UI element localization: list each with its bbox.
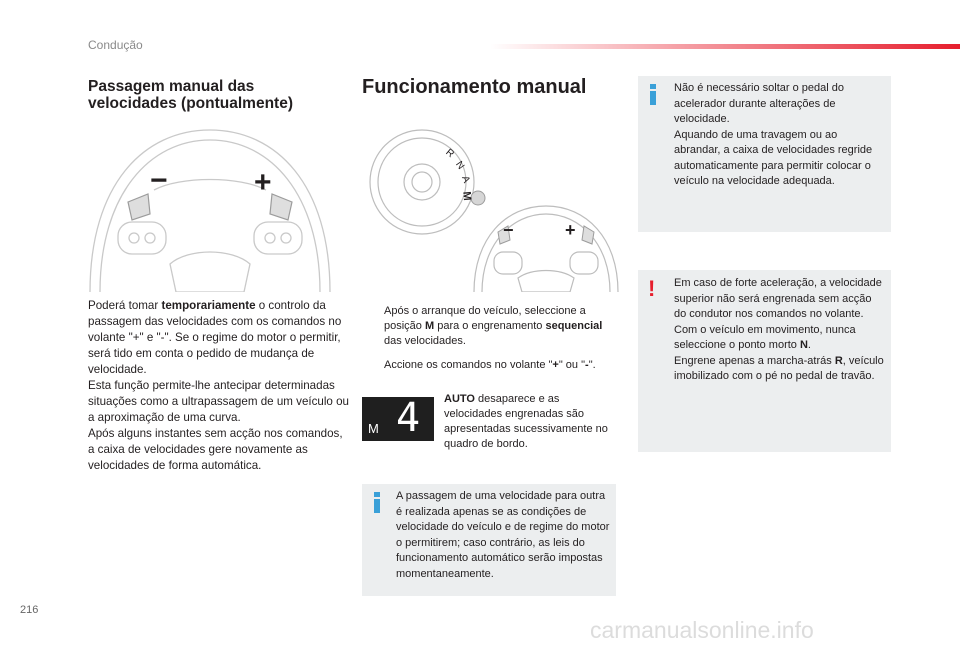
middle-heading: Funcionamento manual [362, 76, 587, 98]
auto-description-text: desaparece e as velocidades engrenadas são apresentadas sucessivamente no quadro de bordo. [444, 393, 608, 450]
selector-label-m: M [460, 190, 473, 202]
warning-line-3-text: Engrene apenas a marcha-atrás [674, 354, 835, 367]
gear-selector-and-wheel-illustration [362, 126, 622, 292]
warning-icon: ! [648, 276, 656, 301]
warning-line-3 [674, 354, 886, 385]
bullet-2-minus: - [585, 359, 589, 371]
info-box-middle-text: A passagem de uma velocidade para outra é realizada apenas se as condições de velocidade do veículo e de regime do motor o permitirem; caso contrário, as leis do funcionamento automático serão impostas momentaneamente. [396, 490, 610, 580]
bullet-2-text-mid: " ou " [558, 359, 586, 371]
warning-box [638, 270, 891, 452]
page-number: 216 [20, 604, 39, 616]
wheel-minus-label: − [150, 164, 168, 197]
instruction-bullet-2 [362, 358, 617, 373]
info-box-right [638, 76, 891, 232]
warning-line-3-r: R [834, 354, 843, 367]
left-paragraph-3: Após alguns instantes sem acção nos comandos, a caixa de velocidades gere novamente as velocidades de forma automática. [88, 427, 343, 472]
bullet-1-text-c: das velocidades. [384, 335, 466, 347]
instruction-bullet-1 [362, 304, 617, 349]
header-accent-bar [490, 44, 960, 49]
selector-label-r: R [443, 146, 456, 161]
bullet-1-m: M [424, 320, 435, 332]
bullet-1-text-b: para o engrenamento [434, 320, 546, 332]
info-right-line-1: Não é necessário soltar o pedal do acelerador durante alterações de velocidade. [674, 82, 844, 125]
steering-wheel-paddles-illustration [84, 124, 336, 292]
info-box-middle [362, 484, 616, 596]
warning-line-2 [674, 323, 886, 354]
auto-label: AUTO [444, 393, 475, 405]
warning-line-1: Em caso de forte aceleração, a velocidade superior não será engrenada sem acção do condutor nos comandos no volante. [674, 277, 882, 320]
left-paragraph-rest: o controlo da passagem das velocidades com os comandos no volante "+" e "-". Se o regime do motor o permitir, será tido em conta o pedido de mudança de velocidade. [88, 299, 342, 376]
warning-line-2-end: . [807, 339, 811, 351]
gear-display-icon [362, 397, 434, 441]
section-label: Condução [88, 38, 143, 52]
bullet-2-text-a: Accione os comandos no volante " [384, 359, 553, 371]
warning-box-text [674, 276, 886, 385]
info-right-line-2: Aquando de uma travagem ou ao abrandar, a caixa de velocidades regride automaticamente para permitir colocar o veículo na velocidade adequada. [674, 128, 873, 187]
wheel2-minus-label: − [503, 220, 514, 240]
left-heading: Passagem manual das velocidades (pontualmente) [88, 78, 293, 112]
info-icon [650, 84, 656, 105]
gear-display-number: 4 [396, 395, 421, 441]
left-paragraph-2: Esta função permite-lhe antecipar determinadas situações como a ultrapassagem de um veículo ou a aproximação de uma curva. [88, 379, 350, 424]
bullet-1-sequencial: sequencial [545, 320, 603, 332]
info-box-right-text [674, 81, 886, 190]
wheel2-plus-label: + [565, 220, 576, 240]
warning-line-2-n: N [799, 339, 808, 351]
left-paragraph-start: Poderá tomar [88, 299, 162, 312]
left-paragraph [88, 298, 350, 474]
bullet-2-plus: + [552, 359, 559, 371]
warning-line-2-text: Com o veículo em movimento, nunca seleccione o ponto morto [674, 323, 856, 351]
warning-line-3-end: , veículo imobilizado com o pé no pedal de travão. [674, 354, 884, 382]
selector-label-n: N [453, 159, 467, 172]
bullet-2-text-end: ". [588, 359, 596, 371]
selector-label-a: A [459, 174, 472, 185]
left-paragraph-bold: temporariamente [161, 299, 256, 312]
gear-display-mode: M [368, 421, 379, 436]
watermark: carmanualsonline.info [590, 617, 814, 643]
info-icon [374, 492, 380, 513]
bullet-1-text-a: Após o arranque do veículo, seleccione a posição [384, 305, 586, 332]
wheel-plus-label: + [254, 166, 272, 199]
auto-description [444, 392, 616, 452]
